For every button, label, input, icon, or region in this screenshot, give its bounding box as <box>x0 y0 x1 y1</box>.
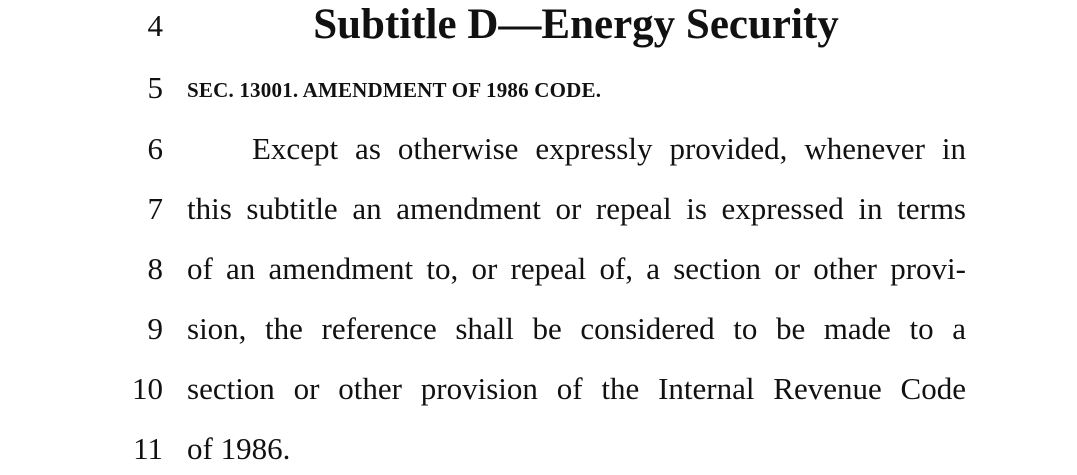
line-number: 8 <box>147 251 163 286</box>
body-text-line: this subtitle an amendment or repeal is expressed in terms <box>187 191 966 226</box>
section-heading: SEC. 13001. AMENDMENT OF 1986 CODE. <box>187 78 602 102</box>
line-number: 7 <box>147 191 163 226</box>
body-text-line: Except as otherwise expressly provided, whenever in <box>252 131 966 166</box>
line-number: 5 <box>147 70 163 105</box>
line-number: 6 <box>147 131 163 166</box>
line-number: 4 <box>147 8 163 43</box>
line-number: 9 <box>147 311 163 346</box>
body-text-line: section or other provision of the Internal Revenue Code <box>187 371 966 406</box>
line-number: 11 <box>133 431 163 466</box>
body-text-line: of an amendment to, or repeal of, a section or other provi- <box>187 251 966 286</box>
body-text-line: of 1986. <box>187 431 291 466</box>
body-text-line: sion, the reference shall be considered to be made to a <box>187 311 966 346</box>
line-number: 10 <box>132 371 163 406</box>
subtitle-heading: Subtitle D—Energy Security <box>313 1 839 48</box>
